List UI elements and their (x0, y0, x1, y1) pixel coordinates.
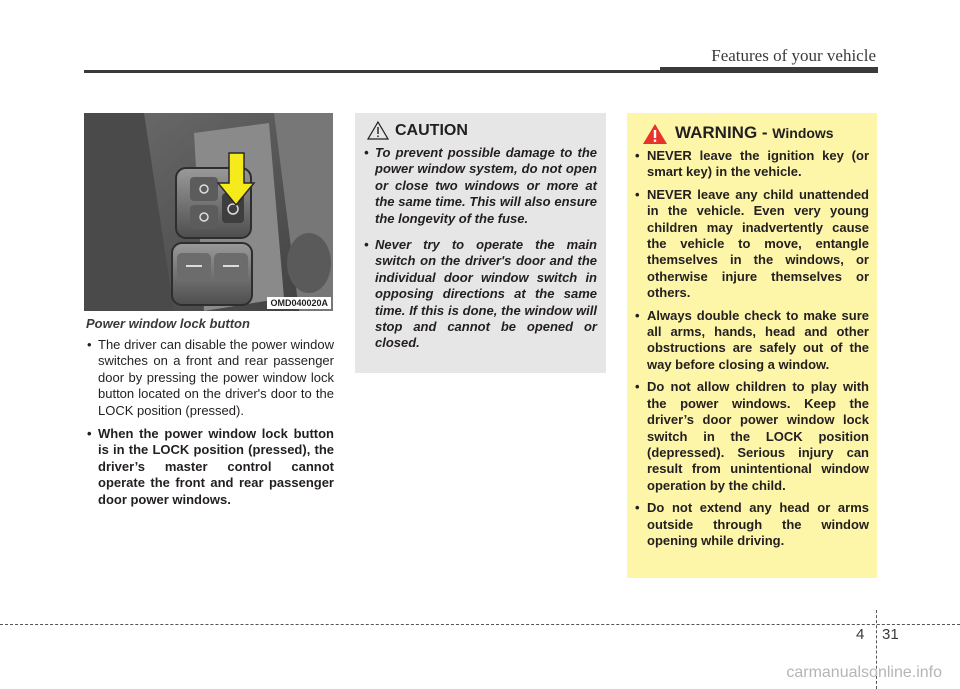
section-heading: Power window lock button (86, 316, 250, 331)
list-item: • Always double check to make sure all arms, hands, head and other obstructions are safely out of the way before closing a window. (631, 308, 869, 374)
list-item: • Never try to operate the main switch on the driver's door and the individual door window switch in opposing directions at the same time. If this is done, the window will stop and cannot be opened or closed. (361, 237, 597, 352)
warning-list (631, 148, 869, 555)
list-item: • When the power window lock button is in the LOCK position (pressed), the driver’s master control cannot operate the front and rear passenger door power windows. (84, 426, 334, 508)
list-item: • The driver can disable the power window switches on a front and rear passenger door by pressing the power window lock button located on the driver's door to the LOCK position (pressed). (84, 337, 334, 419)
caution-box (355, 113, 606, 373)
warning-title (675, 123, 834, 143)
warning-subtitle: Windows (772, 125, 834, 141)
caution-triangle-icon (367, 121, 389, 140)
door-switch-illustration (84, 113, 333, 311)
page-number: 31 (882, 626, 899, 643)
section-bullet-list (84, 337, 334, 515)
figure-code: OMD040020A (267, 297, 331, 309)
list-item: • NEVER leave any child unattended in the vehicle. Even very young children may inadvertently cause the vehicle to move, entangle themselves in the windows, or otherwise injure themselves or others. (631, 187, 869, 302)
watermark: carmanualsonline.info (786, 664, 942, 681)
caution-title: CAUTION (395, 122, 468, 139)
list-item: • Do not extend any head or arms outside through the window opening while driving. (631, 500, 869, 549)
list-item: • To prevent possible damage to the power window system, do not open or close two windows or more at the same time. This will also ensure the longevity of the fuse. (361, 145, 597, 227)
warning-box (627, 113, 877, 578)
header-rule-accent (660, 67, 878, 73)
warning-title-label: WARNING - (675, 123, 773, 142)
page-header-title: Features of your vehicle (711, 46, 876, 65)
chapter-number: 4 (856, 626, 865, 643)
warning-triangle-icon (642, 123, 668, 145)
caution-list (361, 145, 597, 362)
list-item: • Do not allow children to play with the power windows. Keep the driver’s door power window lock switch in the LOCK position (depressed). Serious injury can result from unintentional window operation by the child. (631, 379, 869, 494)
list-item: • NEVER leave the ignition key (or smart key) in the vehicle. (631, 148, 869, 181)
footer-rule (0, 624, 960, 625)
door-switch-photo (84, 113, 333, 311)
